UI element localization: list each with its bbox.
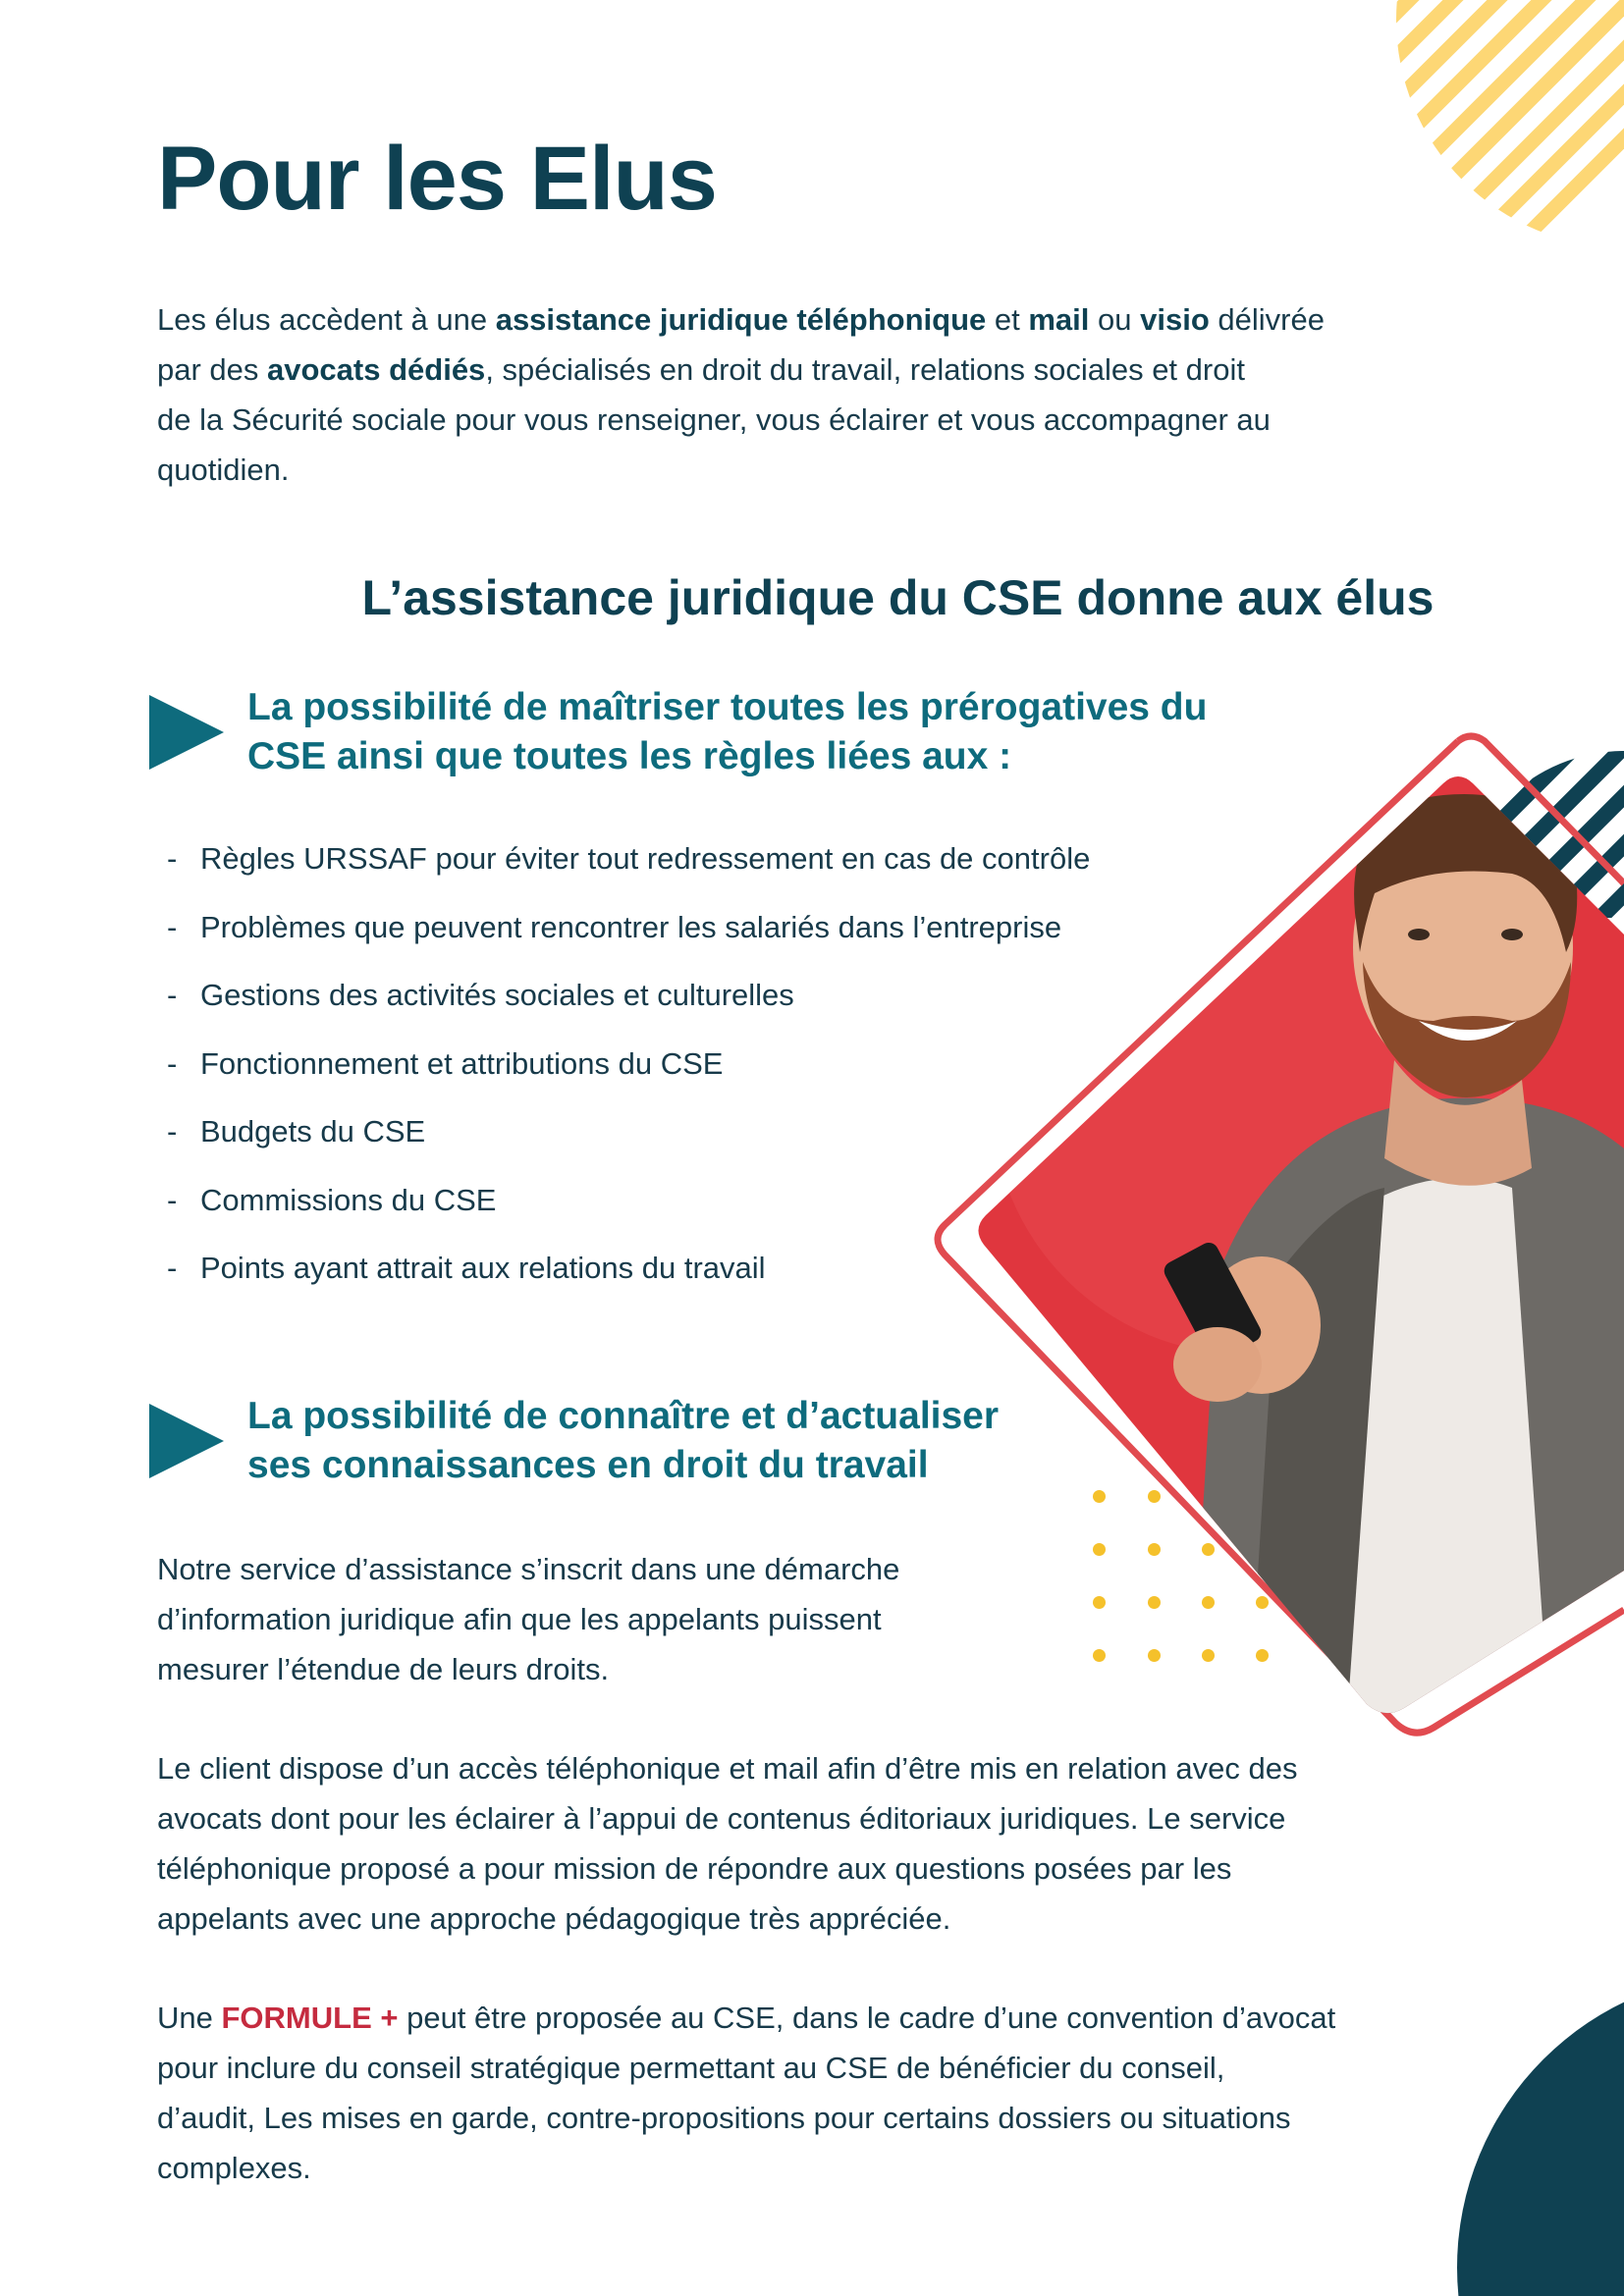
intro-text: Les élus accèdent à une [157, 302, 496, 337]
section2-heading-line: La possibilité de connaître et d’actualiser [247, 1395, 1000, 1437]
list-item [167, 905, 1090, 974]
list-item [167, 836, 1090, 905]
list-item-text: Points ayant attrait aux relations du travail [200, 1251, 766, 1285]
intro-bold-visio: visio [1140, 302, 1210, 337]
paragraph-line: Le client dispose d’un accès téléphonique et mail afin d’être mis en relation avec des [157, 1751, 1298, 1786]
yellow-striped-circle-decoration [1227, 0, 1624, 245]
section1-heading-line: CSE ainsi que toutes les règles liées aux : [247, 735, 1012, 777]
paragraph-line: d’information juridique afin que les appelants puissent [157, 1602, 882, 1636]
list-item-text: Commissions du CSE [200, 1182, 497, 1217]
list-item [167, 1246, 1090, 1314]
list-item [167, 973, 1090, 1041]
paragraph-line: avocats dont pour les éclairer à l’appui de contenus éditoriaux juridiques. Le service [157, 1801, 1286, 1836]
section1-heading [247, 683, 1207, 781]
intro-bold-avocats: avocats dédiés [267, 352, 486, 387]
paragraph-text: peut être proposée au CSE, dans le cadre d’une convention d’avocat [398, 2001, 1336, 2035]
intro-paragraph [157, 294, 1453, 495]
list-item-text: Problèmes que peuvent rencontrer les salariés dans l’entreprise [200, 909, 1062, 944]
page-title: Pour les Elus [157, 129, 717, 229]
list-item-text: Fonctionnement et attributions du CSE [200, 1045, 724, 1081]
section-subtitle: L’assistance juridique du CSE donne aux élus [361, 570, 1435, 625]
list-item [167, 1041, 1090, 1110]
intro-text: par des [157, 352, 268, 387]
formule-plus-highlight: FORMULE + [221, 2001, 399, 2035]
formule-paragraph [157, 1993, 1335, 2193]
section2-heading [247, 1392, 999, 1490]
intro-text: , spécialisés en droit du travail, relations sociales et droit [485, 352, 1245, 387]
paragraph-line: téléphonique proposé a pour mission de répondre aux questions posées par les [157, 1851, 1232, 1886]
intro-text: de la Sécurité sociale pour vous renseigner, vous éclairer et vous accompagner au [157, 402, 1271, 437]
paragraph-line: appelants avec une approche pédagogique très appréciée. [157, 1901, 951, 1936]
intro-bold-assistance: assistance juridique téléphonique [495, 302, 987, 337]
dash-bullet: - [167, 1251, 178, 1285]
paragraph-line: d’audit, Les mises en garde, contre-propositions pour certains dossiers ou situations [157, 2101, 1291, 2135]
play-triangle-icon [149, 1404, 224, 1478]
paragraph-line: complexes. [157, 2151, 311, 2185]
service-paragraph [157, 1544, 899, 1694]
list-item [167, 1178, 1090, 1247]
dash-bullet: - [167, 1182, 178, 1217]
dash-bullet: - [167, 978, 178, 1012]
dash-bullet: - [167, 1045, 178, 1081]
intro-text: délivrée [1209, 302, 1325, 337]
list-item-text: Budgets du CSE [200, 1114, 426, 1148]
dash-bullet: - [167, 841, 178, 876]
section2-heading-line: ses connaissances en droit du travail [247, 1444, 929, 1486]
play-triangle-icon [149, 695, 224, 770]
list-item [167, 1109, 1090, 1178]
rules-list [167, 836, 1090, 1314]
list-item-text: Règles URSSAF pour éviter tout redressement en cas de contrôle [200, 841, 1091, 876]
intro-text: quotidien. [157, 453, 290, 487]
paragraph-line: mesurer l’étendue de leurs droits. [157, 1652, 610, 1686]
intro-text: ou [1089, 302, 1141, 337]
section1-heading-line: La possibilité de maîtriser toutes les prérogatives du [247, 686, 1208, 728]
dash-bullet: - [167, 909, 178, 944]
paragraph-text: Une [157, 2001, 222, 2035]
navy-circle-decoration [1457, 1973, 1624, 2296]
list-item-text: Gestions des activités sociales et culturelles [200, 978, 794, 1012]
intro-bold-mail: mail [1028, 302, 1090, 337]
dash-bullet: - [167, 1114, 178, 1148]
paragraph-line: pour inclure du conseil stratégique permettant au CSE de bénéficier du conseil, [157, 2051, 1225, 2085]
client-paragraph [157, 1743, 1297, 1944]
intro-text: et [986, 302, 1029, 337]
paragraph-line: Notre service d’assistance s’inscrit dans une démarche [157, 1552, 900, 1586]
